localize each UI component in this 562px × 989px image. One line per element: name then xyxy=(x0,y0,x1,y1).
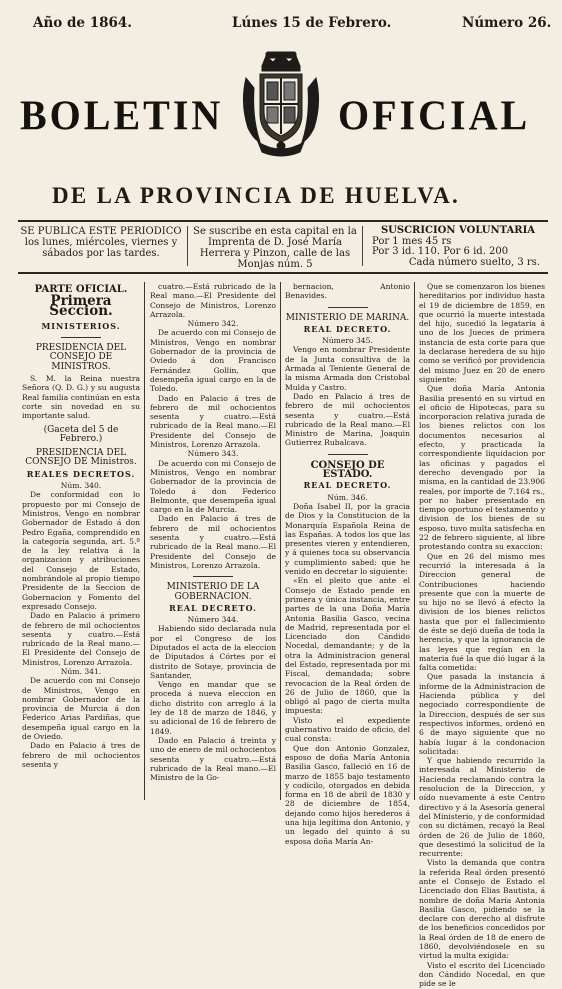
subscription-box xyxy=(368,226,548,268)
ministries-heading: MINISTERIOS. xyxy=(41,320,121,331)
paragraph: Que don Antonio Gonzalez, esposo de doña María Antonia Basilia Gasco, falleció en 16 de marzo de 1855 bajo testamento y codicilo, otorgados en debida forma en 18 de abril de 1830 y 28 de diciembre de 1854, dejando como hijos herederos á una hija legítima don Antonio, y un legado del quinto á su esposa doña María An- xyxy=(285,743,410,846)
coat-of-arms xyxy=(238,48,324,160)
paragraph: De acuerdo con mi Consejo de Ministros, Vengo en nombrar Gobernador de la provincia de Murcia á don Federico Arias Pardiñas, que desempeña igual cargo en la de Oviedo. xyxy=(22,676,140,742)
paragraph: Dado en Palacio á tres de febrero de mil ochocientos sesenta y xyxy=(22,741,140,769)
column-divider xyxy=(414,282,415,800)
ministry-heading: MINISTERIO DE LA GOBERNACION. xyxy=(166,582,260,602)
paragraph: Dado en Palacio á primero de febrero de mil ochocientos sesenta y cuatro.—Está rubricado de la Real mano.—El Presidente del Consejo de Ministros, Lorenzo Arrazola. xyxy=(22,611,140,667)
separator xyxy=(193,576,233,577)
decree-number: Núm. 346. xyxy=(327,492,368,502)
paragraph: De acuerdo con mi Consejo de Ministros, Vengo en nombrar Gobernador de la provincia de Toledo á don Federico Belmonte, que desempeña igual cargo en la de Murcia. xyxy=(150,458,276,515)
section-heading: PARTE OFICIAL. xyxy=(34,284,128,295)
column-divider xyxy=(144,282,145,800)
paragraph: Dado en Palacio á tres de febrero de mil ochocientos sesenta y cuatro.—Está rubricado de la Real mano.—El Presidente del Consejo de Ministros, Lorenzo Arrazola. xyxy=(150,514,276,570)
paragraph: De conformidad con lo propuesto por mi Consejo de Ministros, Vengo en nombrar Gobernador de Estado á don Pedro Egaña, comprendido en la categoría segunda, art. 5.º de la ley relativa á la organizacion y atribuciones del Consejo de Estado, nombrándole al propio tiempo Presidente de la Seccion de Gobernacion y Fomento del expresado Consejo. xyxy=(22,490,140,611)
paragraph: Vengo en mandar que se proceda á nueva eleccion en dicho distrito con arreglo á la ley de 18 de marzo de 1846, y su adicional de 16 de febrero de 1849. xyxy=(150,680,276,736)
decree-heading: REAL DECRETO. xyxy=(303,323,392,334)
decree-heading: REAL DECRETO. xyxy=(303,480,392,491)
decree-number: Núm. 340. xyxy=(60,481,102,491)
decree-number: Número 345. xyxy=(322,336,373,346)
decree-number: Núm. 341. xyxy=(60,666,102,676)
paragraph: Que pasada la instancia á informe de la Administracion de Hacienda pública y del negociado correspondiente de la Direccion, después de ser sus respectivos informes, ordenó en 6 de mayo siguiente que no había lugar á la condonacion solicitada: xyxy=(419,672,545,756)
paragraph: Que doña María Antonia Basilia presentó en su virtud en el oficio de Hipotecas, para su incorporacion relativa jurada de los bienes relictos con los documentos necesarios al efecto, y practicada la correspondiente liquidacion por las oficinas y pagados el derecho devengado por la misma, en la cantidad de 23.906 reales, por importe de 7.164 rs., por no haber presentado en tiempo oportuno el testamento y division de los bienes de su esposo, tuvo multa satisfecha en 22 de febrero siguiente, al libre protestando contra su exaccion: xyxy=(419,384,545,552)
council-heading: CONSEJO DE ESTADO. xyxy=(310,459,385,481)
decrees-heading: REALES DECRETOS. xyxy=(26,468,136,479)
paragraph: De acuerdo con mi Consejo de Ministros, Vengo en nombrar Gobernador de la provincia de Oviedo á don Francisco Fernández Gollin, que desempeña igual cargo en la de Toledo. xyxy=(150,328,276,394)
title-left-word: BOLETIN xyxy=(20,91,224,140)
separator xyxy=(328,307,368,308)
decree-number: Número 343. xyxy=(187,449,239,459)
separator xyxy=(61,337,101,338)
paragraph: bernacion, Antonio Benavides. xyxy=(285,282,410,301)
subscription-place: Se suscribe en esta capital en la Imprenta de D. José María Herrera y Pinzon, calle de las Monjas núm. 5 xyxy=(193,226,357,270)
gazette-note: (Gaceta del 5 de Febrero.) xyxy=(43,424,119,444)
price-line: Por 1 mes 45 rs xyxy=(372,235,452,247)
column-1 xyxy=(22,282,140,798)
paragraph: Dado en Palacio á tres de febrero de mil ochocientos sesenta y cuatro.—Está rubricado de la Real mano.—El Presidente del Consejo de Ministros, Lorenzo Arrazola. xyxy=(150,393,276,450)
paragraph: Que en 26 del mismo mes recurrió la interesada á la Direccion general de Contribuciones haciendo presente que con la muerte de su hijo no se llevó á efecto la division de los bienes relictos hasta que por el fallecimiento de éste se dejó dueña de toda la herencia, y que la ignorancia de las leyes que regían en la materia fué la que dió lugar á la falta cometida: xyxy=(419,551,545,673)
first-section-heading: Primera Seccion. xyxy=(49,293,113,319)
paragraph: Dado en Palacio á tres de febrero de mil ochocientos sesenta y cuatro.—Está rubricado de la Real mano.—El Ministro de Marina, Joaquin Gutierrez Rubalcava. xyxy=(285,391,410,448)
column-2 xyxy=(150,282,276,798)
subscription-title: SUSCRICION VOLUNTARIA xyxy=(380,225,536,236)
column-3 xyxy=(285,282,410,846)
paragraph: Vengo en nombrar Presidente de la Junta consultiva de la Armada al Teniente General de la misma Armada don Cristobal Mulda y Castro. xyxy=(285,345,410,392)
publication-info: SE PUBLICA ESTE PERIODICO los lunes, miércoles, viernes y sábados por las tardes. xyxy=(20,226,182,259)
info-divider xyxy=(187,226,188,266)
price-line: Cada número suelto, 3 rs. xyxy=(408,256,540,268)
column-4 xyxy=(419,282,545,989)
decree-number: Número 342. xyxy=(187,319,239,329)
paragraph: cuatro.—Está rubricado de la Real mano.—El Presidente del Consejo de Ministros, Lorenzo Arrazola. xyxy=(150,282,276,319)
info-divider xyxy=(362,226,363,266)
paragraph: Visto el expediente gubernativo traido de oficio, del cual consta: xyxy=(285,715,410,744)
decree-number: Número 344. xyxy=(187,615,239,625)
paragraph: Visto el escrito del Licenciado don Cándido Nocedal, en que pide se le xyxy=(419,960,545,989)
price-line: Por 3 id. 110. Por 6 id. 200 xyxy=(372,246,509,257)
date-label: Lúnes 15 de Febrero. xyxy=(232,15,392,31)
paragraph: Y que habiendo recurrido la interesada al Ministerio de Hacienda reclamando contra la resolucion de la Direccion, y oído nuevamente á este Centro directivo y á la Asesoría general del Ministerio, y de conformidad con su dictámen, recayó la Real órden de 26 de Julio de 1860, que desestimó la solicitud de la recurrente: xyxy=(419,756,545,859)
paragraph: Dado en Palacio á treinta y uno de enero de mil ochocientos sesenta y cuatro.—Está rubricado de la Real mano.—El Ministro de la Go- xyxy=(150,735,276,783)
paragraph: Visto la demanda que contra la referida Real órden presentó ante el Consejo de Estado el Licenciado don Elias Bautista, á nombre de doña María Antonia Basilia Gasco, pidiendo se la declare con derecho al disfrute de los beneficios concedidos por la Real órden de 18 de enero de 1860, devolviéndosele en su virtud la multa exigida: xyxy=(419,858,545,961)
masthead-rule xyxy=(18,220,548,222)
presidency-heading: PRESIDENCIA DEL CONSEJO DE MINISTROS. xyxy=(35,343,127,372)
paragraph: Habiendo sido declarada nula por el Congreso de los Diputados el acta de la eleccion de Diputados á Córtes por el distrito de Sotaye, provincia de Santander, xyxy=(150,624,276,680)
decree-heading: REAL DECRETO. xyxy=(169,602,257,613)
ministry-heading: MINISTERIO DE MARINA. xyxy=(285,312,410,323)
paragraph: Que se comenzaron los bienes hereditarios por individuo hasta el 19 de diciembre de 1859, en que ocurrió la muerte intestada del hijo, sucedió la legataria á uno de los Jueces de primera instancia de esta corte para que la declarase heredera de su hijo como se verificó por providencia del mismo Juez en 20 de enero siguiente: xyxy=(419,282,545,384)
column-divider xyxy=(280,282,281,800)
separator xyxy=(328,454,368,455)
info-rule xyxy=(18,272,548,274)
title-right-word: OFICIAL xyxy=(338,91,531,140)
paragraph: «En el pleito que ante el Consejo de Estado pende en primera y única instancia, entre partes de la una Doña María Antonia Basilia Gasco, vecina de Madrid, representada por el Licenciado don Cándido Nocedal, demandante; y de la otra la Administracion general del Estado, representada por mi Fiscal, demandada; sobre revocacion de la Real órden de 26 de Julio de 1860, que la obligó al pago de cierta multa impuesta: xyxy=(285,576,410,716)
issue-number: Número 26. xyxy=(462,15,552,31)
presidency-heading: PRESIDENCIA DEL CONSEJO DE Ministros. xyxy=(25,448,137,468)
paragraph: S. M. la Reina nuestra Señora (Q. D. G.) y su augusta Real familia continúan en esta corte sin novedad en su importante salud. xyxy=(22,374,140,421)
year-label: Año de 1864. xyxy=(33,15,132,31)
province-subtitle: DE LA PROVINCIA DE HUELVA. xyxy=(52,183,461,208)
paragraph: Doña Isabel II, por la gracia de Dios y la Constitucion de la Monarquía Española Reina de las Españas. A todos los que las presentes vieren y entendieren, y á quienes toca su observancia y cumplimiento sabed: que he venido en decretar lo siguiente: xyxy=(285,501,410,577)
